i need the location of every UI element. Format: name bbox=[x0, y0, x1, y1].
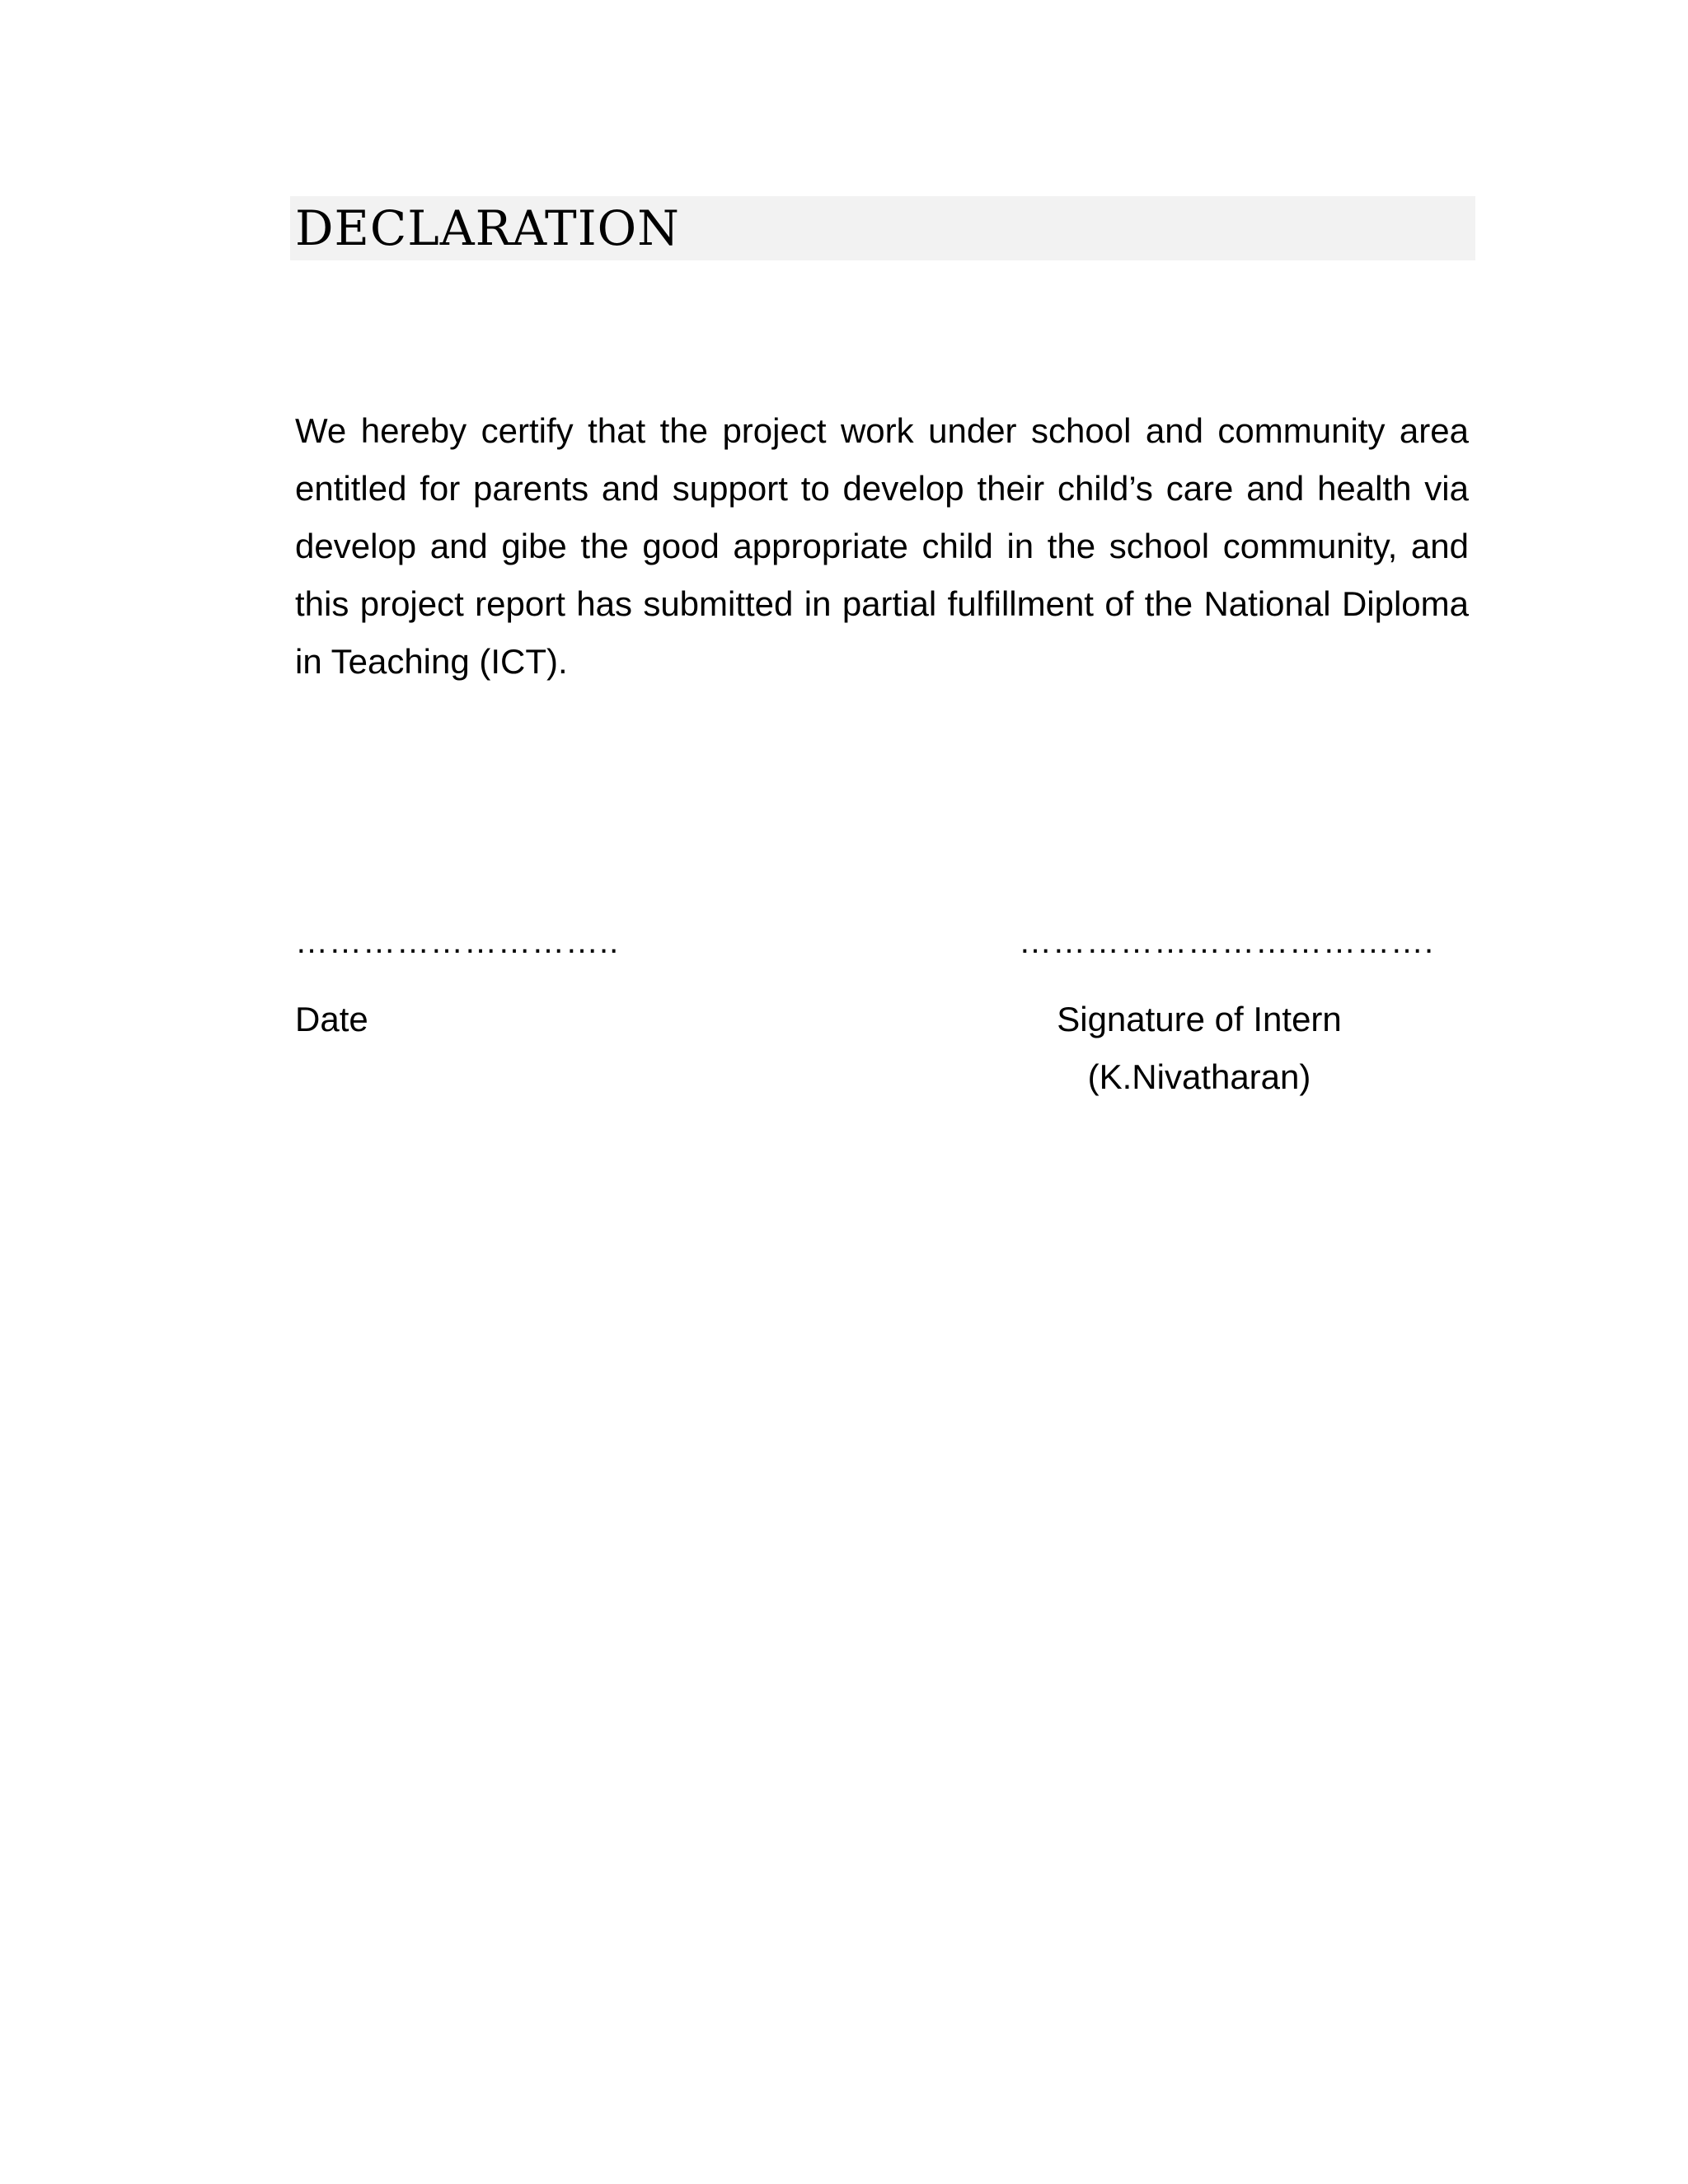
date-dotted-line: ……………………….. bbox=[295, 924, 620, 960]
date-label: Date bbox=[295, 1000, 368, 1038]
signer-name: (K.Nivatharan) bbox=[1087, 1057, 1311, 1096]
heading-band bbox=[290, 196, 1475, 260]
page-title: DECLARATION bbox=[295, 200, 680, 256]
declaration-paragraph: We hereby certify that the project work under school and community area entitled for parents and support to develop their child’s care and health via develop and gibe the good appropriate child in the school community, and this project report has submitted in partial fulfillment of the National Diploma in Teaching (ICT). bbox=[295, 411, 1469, 681]
signature-block bbox=[973, 991, 1426, 1106]
signature-dotted-line: ………………………………. bbox=[1019, 924, 1435, 960]
signature-label: Signature of Intern bbox=[1057, 1000, 1342, 1038]
